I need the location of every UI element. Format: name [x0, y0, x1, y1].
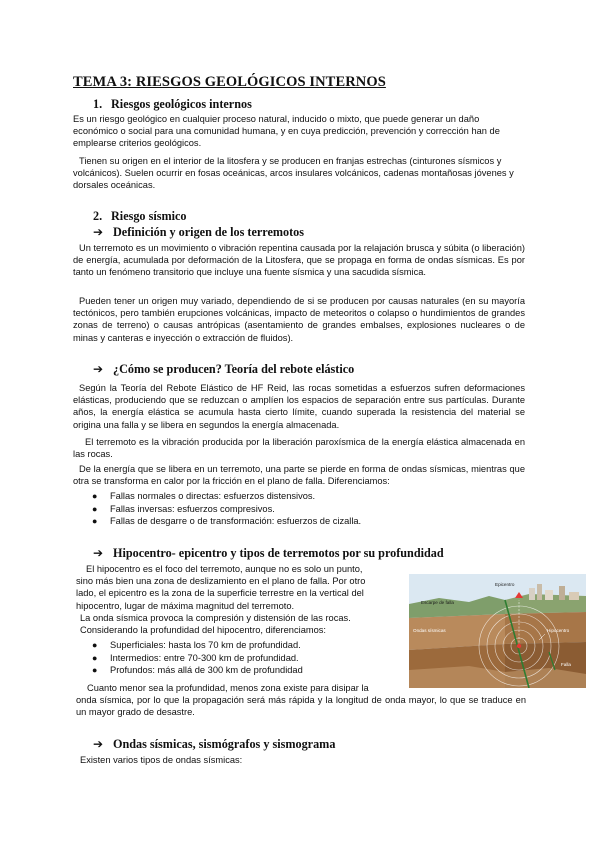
subsection-rebound-title: ¿Cómo se producen? Teoría del rebote elástico — [113, 362, 355, 376]
list-item: ● Superficiales: hasta los 70 km de profundidad. — [92, 640, 301, 650]
bullet-icon: ● — [92, 652, 98, 663]
list-item: ● Fallas inversas: esfuerzos compresivos. — [92, 503, 275, 514]
earthquake-diagram — [409, 574, 586, 688]
hypocentre-text-block — [76, 563, 411, 636]
subsection-hypocentre-heading — [93, 546, 444, 561]
earthquake-diagram-svg — [409, 574, 586, 688]
subsection-hypocentre-title: Hipocentro- epicentro y tipos de terremotos por su profundidad — [113, 546, 444, 560]
rebound-paragraph-1: Según la Teoría del Rebote Elástico de HF Reid, las rocas sometidas a esfuerzos sufren deformaciones elásticas, produciendo que se reduzcan o amplíen los espacios de separación entre sus partículas. Durante años, la energía elástica se acumula hasta cierto límite, cuando superada la resistencia del material se origina una falla y se libera en segundos la energía almacenada. — [73, 383, 525, 430]
building — [529, 588, 535, 600]
section-2-title: Riesgo sísmico — [111, 209, 187, 223]
text-line: Cuanto menor sea la profundidad, menos zona existe para disipar la — [87, 683, 369, 693]
waves-paragraph-1: Existen varios tipos de ondas sísmicas: — [80, 755, 243, 765]
label-fault-scarp: Escarpe de falla — [421, 600, 454, 605]
bullet-icon: ● — [92, 640, 98, 650]
definition-paragraph-2: Pueden tener un origen muy variado, dependiendo de si se producen por causas naturales (en su mayoría tectónicos, pero también erupciones volcánicas, impacto de meteoritos o colapso o hundimientos de grandes zonas de terreno) o causas antrópicas (asentamiento de grandes embalses, explosiones nucleares o de minas y canteras e inyección o extracción de fluidos). — [73, 296, 525, 343]
subsection-rebound-heading — [93, 362, 354, 377]
section-1-number: 1. — [93, 97, 103, 111]
rebound-paragraph-2: El terremoto es la vibración producida por la liberación paroxísmica de la energía elástica almacenada en las rocas. — [73, 437, 525, 460]
text-line: Considerando la profundidad del hipocentro, diferenciamos: — [80, 625, 327, 636]
bullet-icon: ● — [92, 503, 98, 514]
fault-types-list — [88, 490, 361, 528]
bullet-icon: ● — [92, 665, 98, 676]
rebound-paragraph-3: De la energía que se libera en un terremoto, una parte se pierde en forma de ondas sísmicas, mientras que otra se transforma en calor por la fricción en el plano de falla. Diferenciamos: — [73, 464, 525, 487]
label-fault: Falla — [561, 662, 571, 667]
subsection-definition-heading — [93, 225, 304, 240]
subsection-waves-heading — [93, 737, 335, 752]
section-1-heading — [93, 97, 252, 112]
building — [537, 584, 542, 600]
subsection-waves-title: Ondas sísmicas, sismógrafos y sismograma — [113, 737, 336, 751]
text-line: hipocentro, lugar de máxima magnitud del terremoto. — [76, 600, 295, 611]
text-block: onda sísmica, por lo que la propagación será más rápida y la longitud de onda mayor, lo que se traduce en un mayor grado de desastre. — [76, 695, 526, 718]
building — [559, 586, 565, 600]
list-item: ● Fallas de desgarre o de transformación: esfuerzos de cizalla. — [92, 516, 362, 527]
depth-types-list — [88, 639, 303, 677]
section-2-heading — [93, 209, 187, 224]
list-item: ● Fallas normales o directas: esfuerzos distensivos. — [92, 491, 316, 501]
section-1-paragraph-1: Es un riesgo geológico en cualquier proceso natural, inducido o mixto, que puede generar un daño económico o social para una comunidad humana, y en cuya predicción, prevención y corrección han de emplearse criterios geológicos. — [73, 114, 500, 149]
definition-paragraph-1: Un terremoto es un movimiento o vibración repentina causada por la relajación brusca y súbita (o liberación) de energía, acumulada por deformación de la Litosfera, que se propaga en forma de ondas sísmicas. Es por tanto un fenómeno transitorio que incluye una fuente sísmica y una sacudida sísmica. — [73, 243, 525, 278]
bullet-icon: ● — [92, 491, 98, 501]
building — [569, 592, 579, 600]
arrow-icon: ➔ — [93, 546, 104, 560]
subsection-definition-title: Definición y origen de los terremotos — [113, 225, 305, 239]
label-waves: Ondas sísmicas — [413, 628, 446, 633]
text-line: lado, el epicentro es la zona de la superficie terrestre en la vertical del — [76, 588, 364, 599]
text-line: sino más bien una zona de deslizamiento en el plano de falla. Por otro — [76, 576, 366, 587]
section-1-paragraph-2: Tienen su origen en el interior de la litosfera y se producen en franjas estrechas (cinturones sísmicos y volcánicos). Suelen ocurrir en fosas oceánicas, arcos insulares volcánicos, cadenas montañosas jóvenes y dorsales oceánicas. — [73, 156, 514, 191]
text-line: La onda sísmica provoca la compresión y distensión de las rocas. — [80, 612, 351, 623]
section-1-title: Riesgos geológicos internos — [111, 97, 252, 111]
arrow-icon: ➔ — [93, 362, 104, 376]
list-item: ● Profundos: más allá de 300 km de profundidad — [92, 665, 303, 676]
bullet-icon: ● — [92, 516, 98, 527]
arrow-icon: ➔ — [93, 737, 104, 751]
list-item: ● Intermedios: entre 70-300 km de profundidad. — [92, 652, 299, 663]
building — [545, 590, 553, 600]
label-hypocentre: Hipocentro — [547, 628, 570, 633]
text-line: El hipocentro es el foco del terremoto, aunque no es solo un punto, — [86, 564, 363, 574]
label-epicentre: Epicentro — [495, 582, 515, 587]
page-title: TEMA 3: RIESGOS GEOLÓGICOS INTERNOS — [73, 74, 386, 90]
section-2-number: 2. — [93, 209, 103, 223]
arrow-icon: ➔ — [93, 225, 104, 239]
hypocentre-marker — [517, 644, 521, 648]
